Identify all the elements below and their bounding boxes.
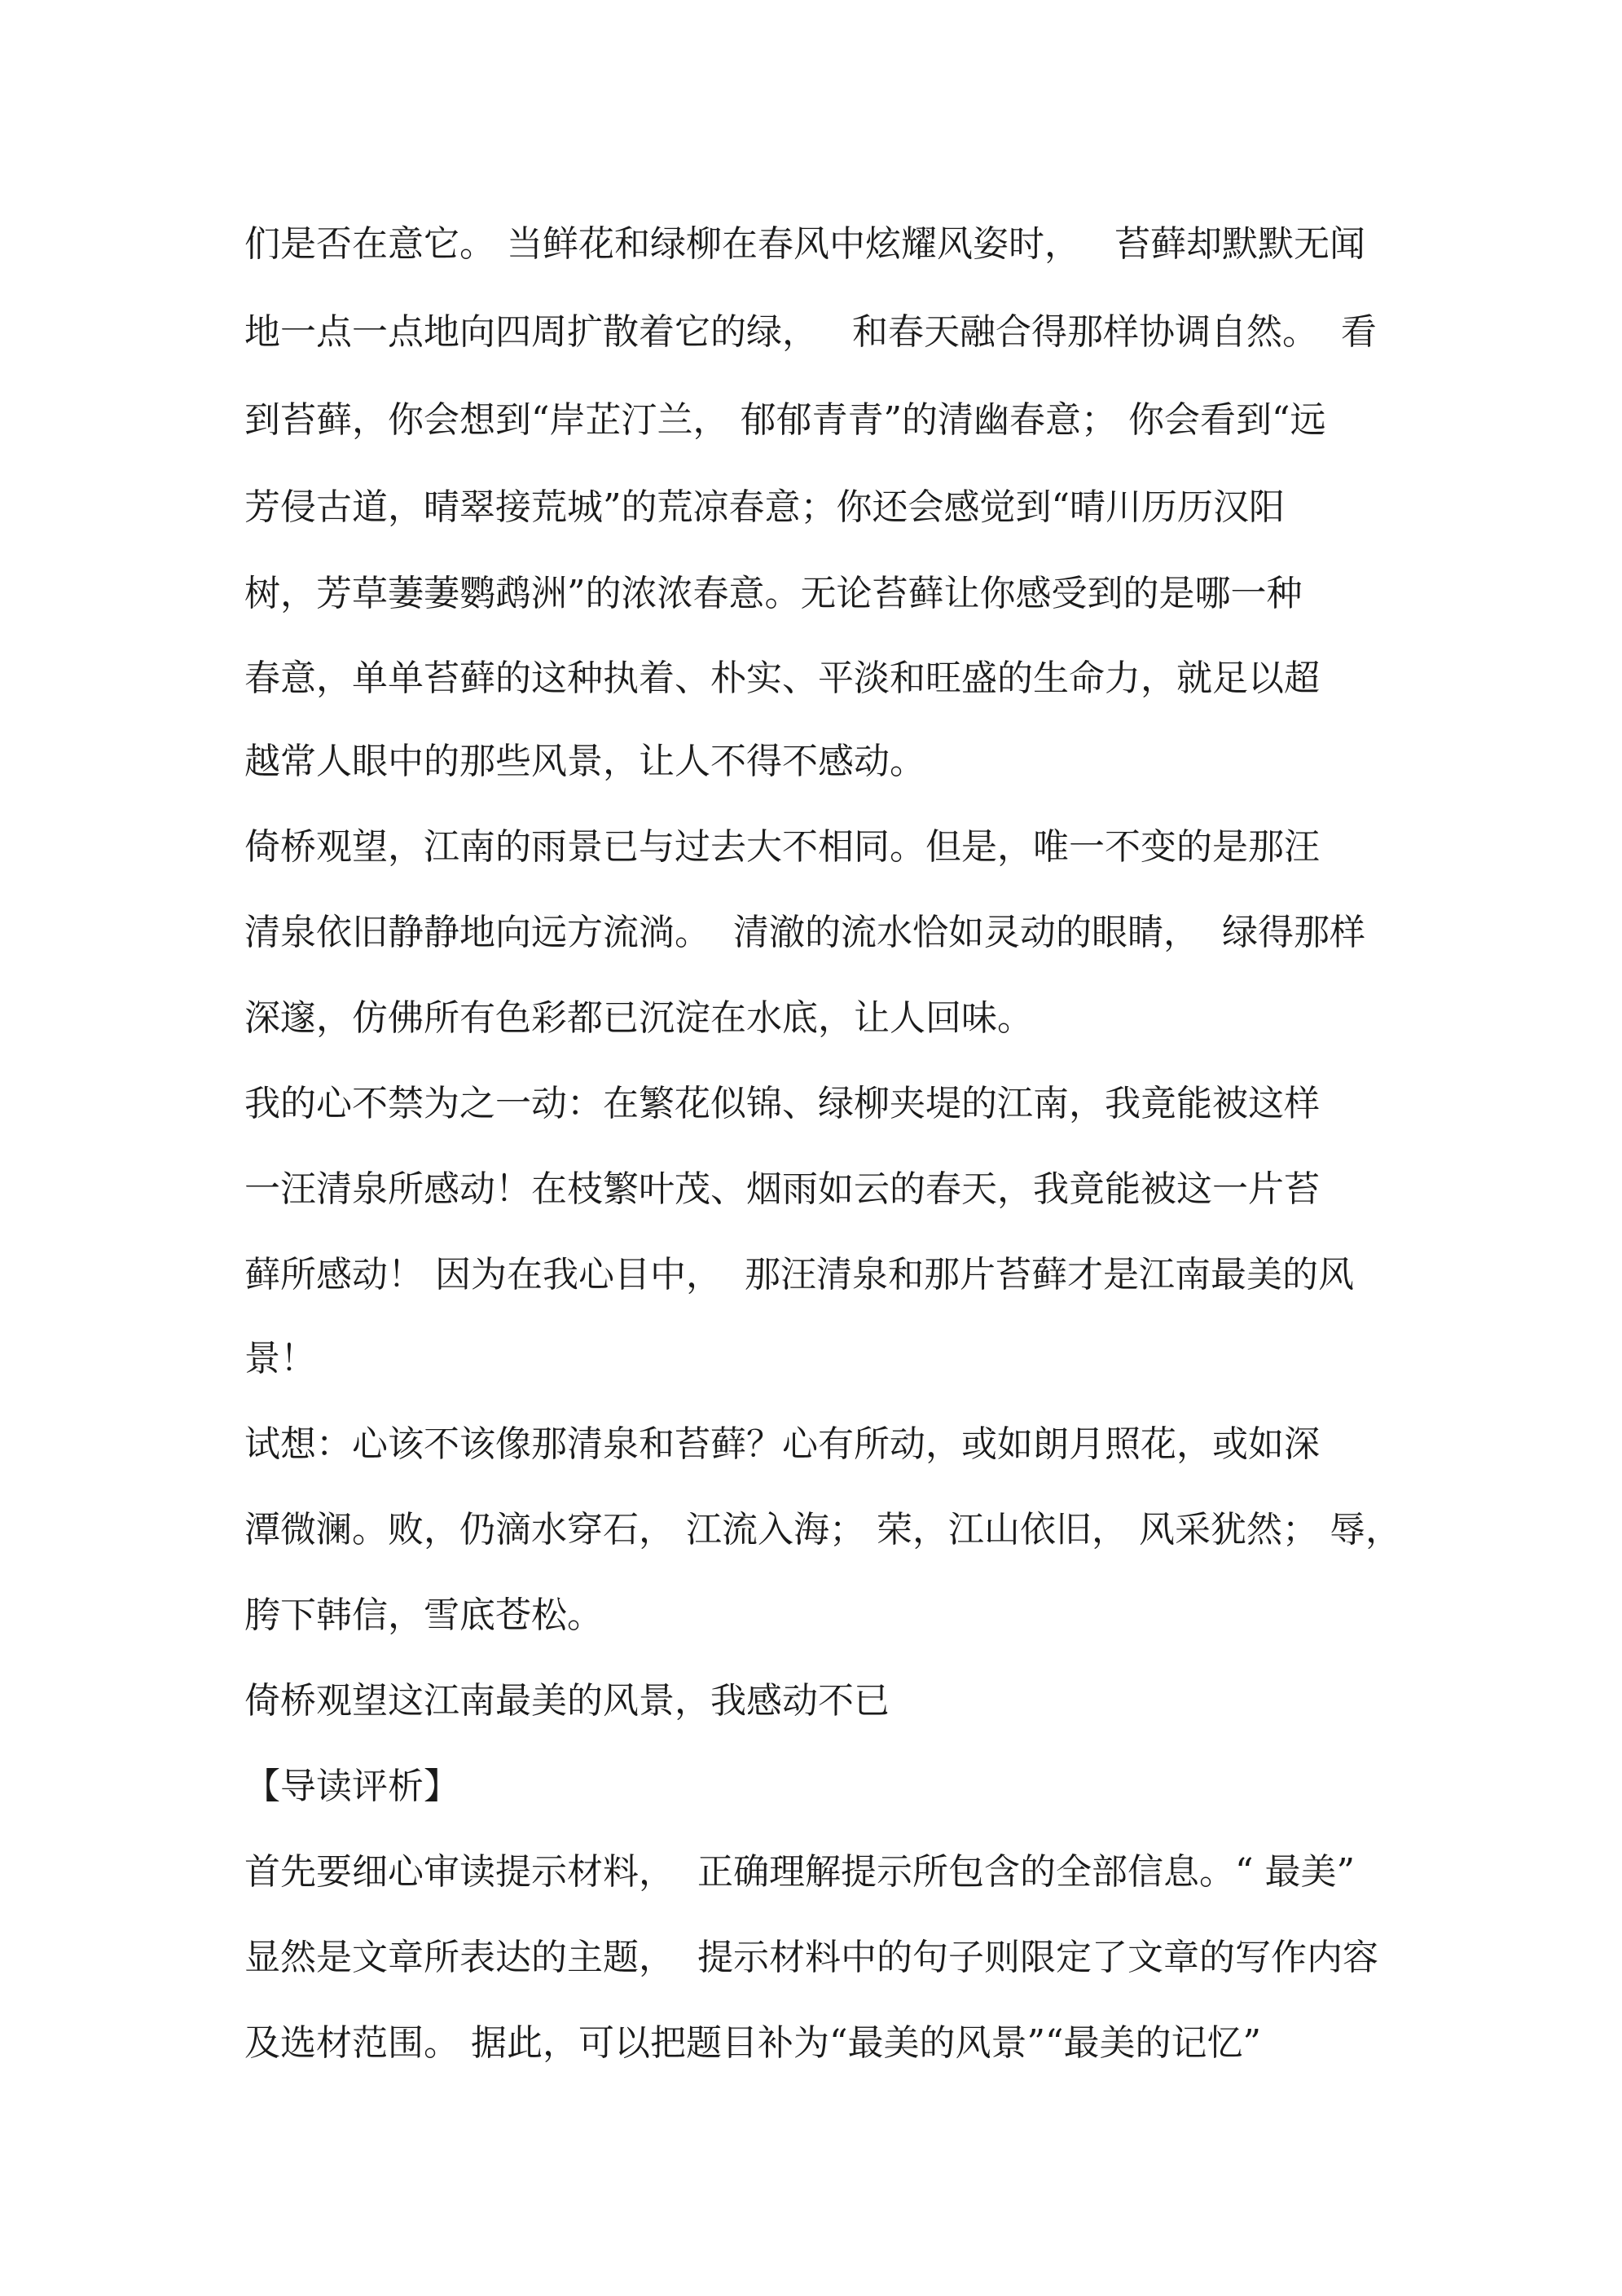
text-line: 地一点一点地向四周扩散着它的绿， 和春天融合得那样协调自然。 看 [244, 311, 1377, 353]
text-line: 一汪清泉所感动！在枝繁叶茂、烟雨如云的春天，我竟能被这一片苔 [244, 1168, 1320, 1210]
text-line: 到苔藓，你会想到“岸芷汀兰， 郁郁青青”的清幽春意； 你会看到“远 [244, 399, 1326, 441]
text-line: 潭微澜。败，仍滴水穿石， 江流入海； 荣，江山依旧， 风采犹然； 辱， [244, 1509, 1401, 1550]
text-line: 我的心不禁为之一动：在繁花似锦、绿柳夹堤的江南，我竟能被这样 [244, 1083, 1320, 1124]
text-line: 深邃，仿佛所有色彩都已沉淀在水底，让人回味。 [244, 997, 1033, 1039]
text-line: 胯下韩信，雪底苍松。 [244, 1594, 603, 1636]
text-line: 倚桥观望，江南的雨景已与过去大不相同。但是，唯一不变的是那汪 [244, 826, 1320, 868]
text-line: 越常人眼中的那些风景，让人不得不感动。 [244, 741, 925, 782]
text-line: 首先要细心审读提示材料， 正确理解提示所包含的全部信息。“ 最美” [244, 1851, 1355, 1893]
text-line: 们是否在意它。 当鲜花和绿柳在春风中炫耀风姿时， 苔藓却默默无闻 [244, 223, 1365, 265]
text-line: 藓所感动！ 因为在我心目中， 那汪清泉和那片苔藓才是江南最美的风 [244, 1254, 1354, 1295]
text-line: 芳侵古道，晴翠接荒城”的荒凉春意；你还会感觉到“晴川历历汉阳 [244, 486, 1285, 528]
text-line: 清泉依旧静静地向远方流淌。 清澈的流水恰如灵动的眼睛， 绿得那样 [244, 912, 1365, 953]
text-line: 春意，单单苔藓的这种执着、朴实、平淡和旺盛的生命力，就足以超 [244, 658, 1320, 699]
text-line: 显然是文章所表达的主题， 提示材料中的句子则限定了文章的写作内容 [244, 1937, 1378, 1978]
text-line: 树，芳草萋萋鹦鹉洲”的浓浓春意。无论苔藓让你感受到的是哪一种 [244, 573, 1303, 614]
section-heading: 【导读评析】 [244, 1766, 459, 1807]
text-line: 试想：心该不该像那清泉和苔藓？心有所动，或如朗月照花，或如深 [244, 1423, 1320, 1465]
text-line: 景！ [244, 1338, 316, 1379]
text-line: 及选材范围。 据此，可以把题目补为“最美的风景”“最美的记忆” [244, 2022, 1261, 2064]
text-line: 倚桥观望这江南最美的风景，我感动不已 [244, 1680, 890, 1722]
